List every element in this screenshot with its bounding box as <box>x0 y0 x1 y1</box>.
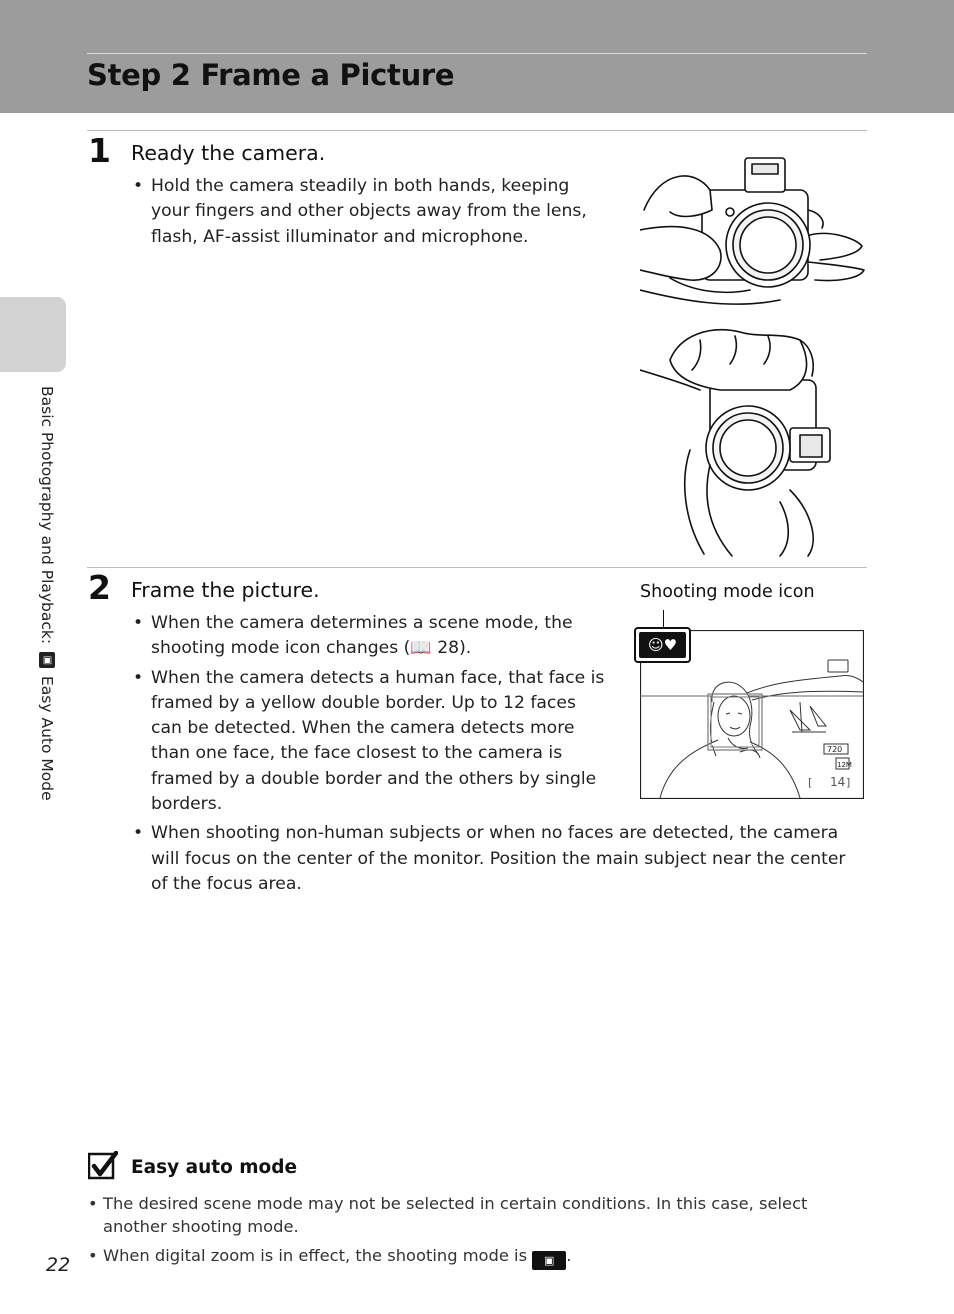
easy-auto-icon: ▣ <box>532 1251 566 1270</box>
step2-number: 2 <box>88 568 111 607</box>
header-rule <box>87 53 867 54</box>
section-label <box>38 386 56 801</box>
resolution-badge: 720 <box>827 745 843 754</box>
note-text: When digital zoom is in effect, the shooting mode is <box>103 1246 528 1265</box>
list-item: • When shooting non-human subjects or when no faces are detected, the camera will focus on the center of the monitor. Position the main subject near the center of the focus area. <box>131 821 847 897</box>
section-tab <box>0 297 66 372</box>
page-title: Step 2 Frame a Picture <box>87 58 455 92</box>
header-band <box>0 0 954 113</box>
step1-rule <box>87 130 867 131</box>
svg-text:[: [ <box>808 776 813 789</box>
bullet-text: When the camera determines a scene mode, the shooting mode icon changes ( <box>151 613 573 659</box>
image-size-badge: 12M <box>837 761 852 769</box>
step1-title: Ready the camera. <box>131 141 326 165</box>
list-item: • Hold the camera steadily in both hands, keeping your fingers and other objects away from the lens, flash, AF-assist illuminator and microphone. <box>131 174 606 250</box>
note-title: Easy auto mode <box>131 1157 298 1178</box>
page-number: 22 <box>46 1254 71 1276</box>
list-item: • The desired scene mode may not be selected in certain conditions. In this case, select another shooting mode. <box>87 1192 857 1238</box>
book-icon: 📖 <box>410 638 432 659</box>
list-item <box>87 1244 857 1270</box>
exposures-remaining: 14 <box>830 775 846 789</box>
portrait-scene-icon: ☺♥ <box>639 632 686 658</box>
page-ref: 28). <box>437 638 472 659</box>
step1-number: 1 <box>88 131 111 170</box>
note-list <box>87 1192 857 1276</box>
shooting-mode-icon <box>634 627 691 663</box>
list-item <box>131 611 609 662</box>
caution-check-icon <box>88 1151 118 1181</box>
callout-label: Shooting mode icon <box>640 582 815 602</box>
note-suffix: . <box>566 1246 572 1265</box>
step2-title: Frame the picture. <box>131 578 320 602</box>
svg-text:]: ] <box>846 776 851 789</box>
step1-bullets <box>131 174 606 254</box>
section-label-suffix: Easy Auto Mode <box>38 676 56 801</box>
camera-hands-illustration <box>640 150 868 560</box>
section-label-prefix: Basic Photography and Playback: <box>38 386 56 645</box>
step2-rule <box>87 567 867 568</box>
list-item: • When the camera detects a human face, that face is framed by a yellow double border. Up to 12 faces can be detected. When the camera detects more than one face, the face closest to the camera is framed by a double border and the others by single borders. <box>131 666 609 818</box>
camera-auto-icon: ▣ <box>39 652 55 668</box>
